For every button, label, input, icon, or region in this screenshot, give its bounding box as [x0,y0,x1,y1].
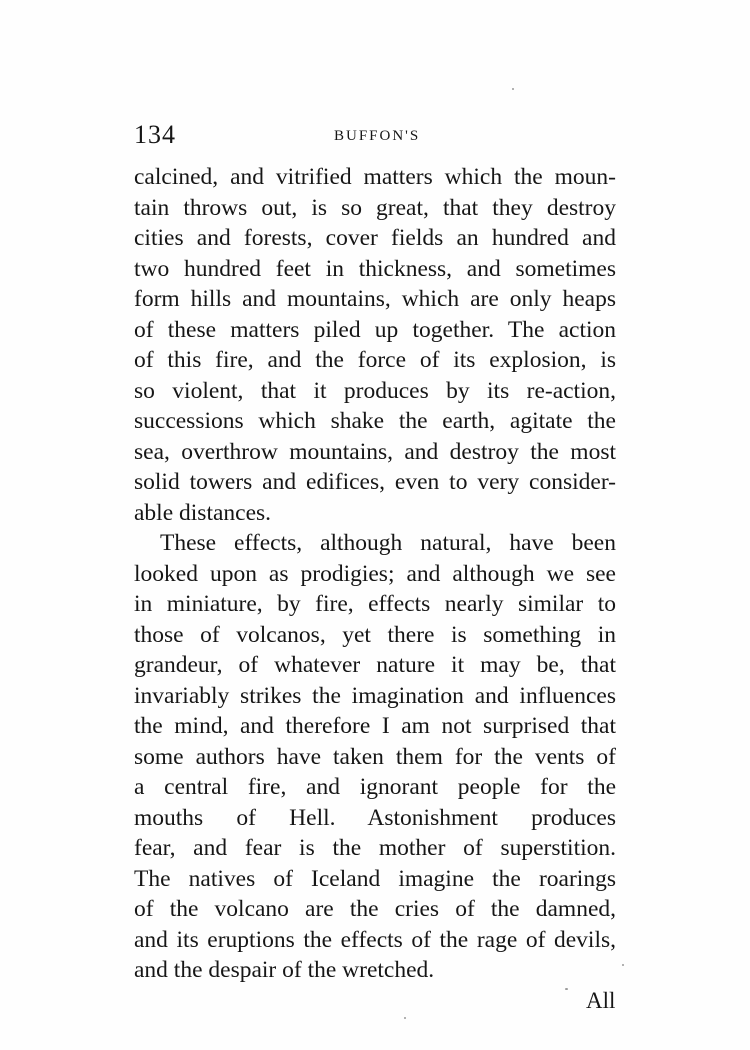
running-head [134,116,616,152]
text-line: fear, and fear is the mother of superstition. [134,835,616,861]
text-line: of this fire, and the force of its explosion, is [134,347,616,373]
text-line: the mind, and therefore I am not surprised that [134,713,616,739]
catchword: All [586,988,616,1013]
text-line: sea, overthrow mountains, and destroy the most [134,438,616,465]
text-line: invariably strikes the imagination and influences [134,682,616,709]
paragraph-1 [134,162,616,528]
text-line: those of volcanos, yet there is something in [134,621,616,648]
paragraph-2 [134,528,616,986]
text-line: The natives of Iceland imagine the roarings [134,865,616,892]
text-line: calcined, and vitrified matters which the moun- [134,164,616,190]
text-line: successions which shake the earth, agitate the [134,408,616,434]
text-line: cities and forests, cover fields an hundred and [134,225,616,251]
paper-speck [512,88,514,90]
paper-speck [404,1017,406,1019]
running-title: BUFFON'S [334,128,421,144]
text-line: of these matters piled up together. The action [134,316,616,343]
text-line: some authors have taken them for the vents of [134,743,616,770]
text-line: a central fire, and ignorant people for the [134,774,616,800]
text-line: mouths of Hell. Astonishment produces [134,804,616,831]
body-text [134,162,616,986]
text-line: of the volcano are the cries of the damned, [134,896,616,922]
paper-speck [622,964,624,966]
text-line: two hundred feet in thickness, and sometimes [134,255,616,282]
text-line: grandeur, of whatever nature it may be, that [134,652,616,678]
text-line: looked upon as prodigies; and although we see [134,560,616,587]
text-line: tain throws out, is so great, that they destroy [134,194,616,221]
text-line: so violent, that it produces by its re-action, [134,377,616,404]
text-line: in miniature, by fire, effects nearly similar to [134,591,616,617]
text-line: and the despair of the wretched. [134,957,435,983]
text-line: able distances. [134,499,272,526]
text-line: These effects, although natural, have been [160,530,616,556]
text-line: form hills and mountains, which are only heaps [134,286,616,312]
text-line: solid towers and edifices, even to very consider- [134,469,616,495]
text-line: and its eruptions the effects of the rage of devils, [134,926,616,953]
paper-speck [565,988,568,990]
page-number: 134 [134,120,176,149]
